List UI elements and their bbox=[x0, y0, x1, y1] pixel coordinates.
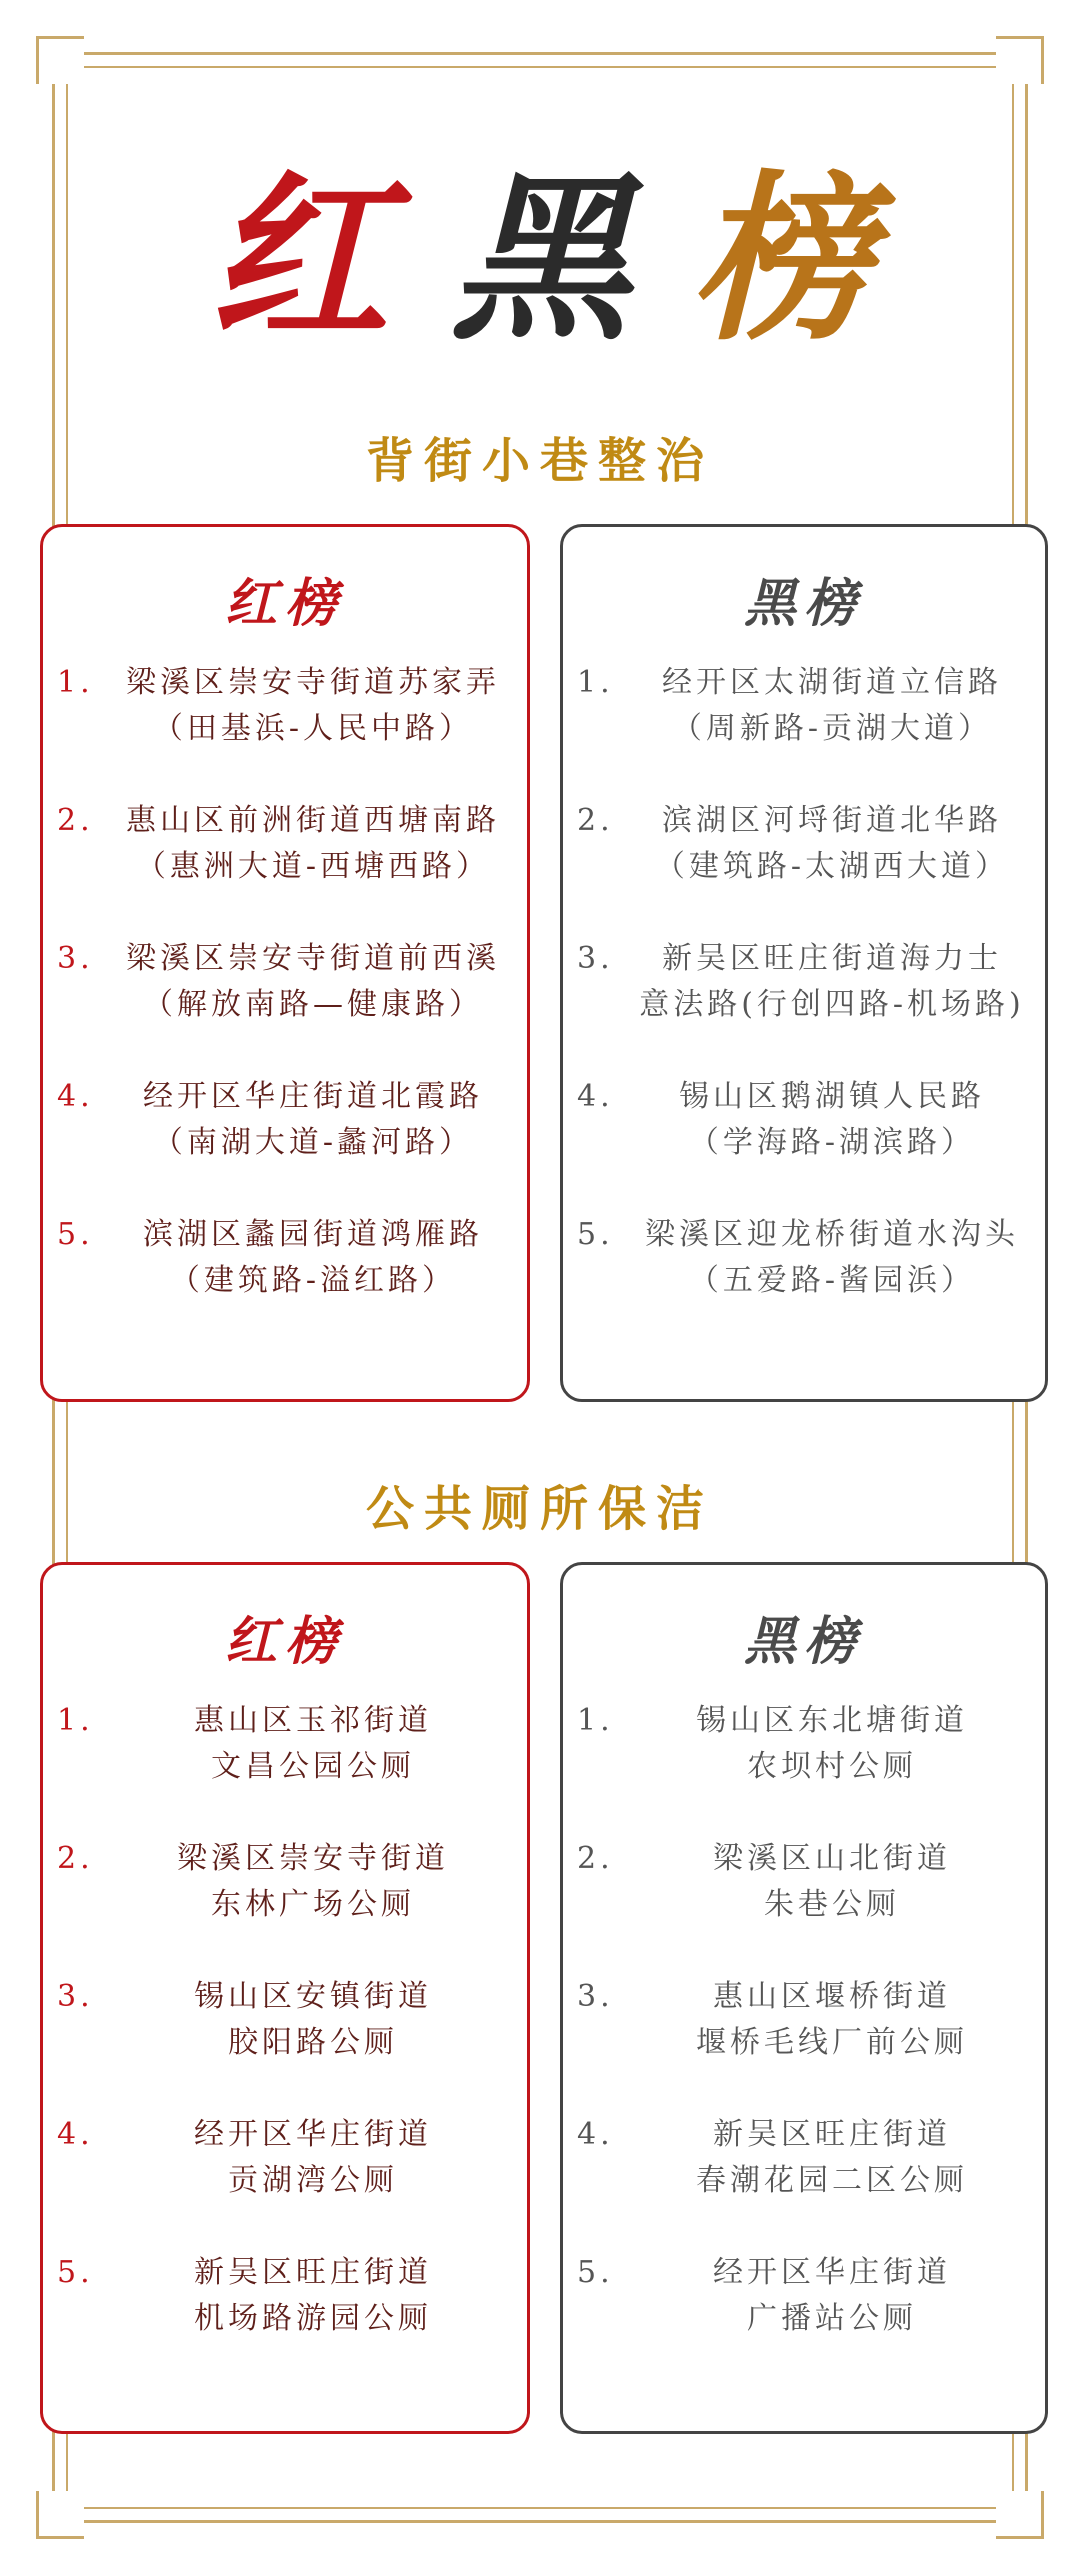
item-number: 1. bbox=[577, 665, 614, 700]
item-line1: 惠山区玉祁街道 bbox=[194, 1703, 432, 1738]
list-item bbox=[43, 2112, 527, 2250]
item-number: 3. bbox=[577, 941, 614, 976]
item-line2: 东林广场公厕 bbox=[211, 1887, 415, 1922]
item-line2: 文昌公园公厕 bbox=[211, 1749, 415, 1784]
item-number: 3. bbox=[577, 1979, 614, 2014]
item-line2: 堰桥毛线厂前公厕 bbox=[696, 2025, 968, 2060]
list-item bbox=[563, 1698, 1045, 1836]
item-number: 2. bbox=[57, 1841, 94, 1876]
item-number: 4. bbox=[577, 1079, 614, 1114]
item-number: 5. bbox=[577, 1217, 614, 1252]
item-number: 5. bbox=[57, 1217, 94, 1252]
list-item bbox=[563, 798, 1045, 936]
item-number: 5. bbox=[577, 2255, 614, 2290]
list-item bbox=[43, 1974, 527, 2112]
item-line1: 锡山区东北塘街道 bbox=[696, 1703, 968, 1738]
item-line2: （建筑路-太湖西大道） bbox=[654, 849, 1010, 884]
red-list-title: 红榜 bbox=[224, 1612, 345, 1672]
black-list-title: 黑榜 bbox=[743, 574, 864, 634]
item-line1: 经开区华庄街道 bbox=[194, 2117, 432, 2152]
item-line2: （学海路-湖滨路） bbox=[688, 1125, 976, 1160]
item-number: 5. bbox=[57, 2255, 94, 2290]
black-list-card bbox=[560, 524, 1048, 1402]
list-item bbox=[563, 1212, 1045, 1350]
corner-ornament bbox=[36, 2491, 84, 2539]
title-char-gold: 榜 bbox=[691, 154, 872, 365]
red-list-card bbox=[40, 1562, 530, 2434]
item-number: 3. bbox=[57, 1979, 94, 2014]
item-number: 1. bbox=[577, 1703, 614, 1738]
item-line2: 广播站公厕 bbox=[747, 2301, 917, 2336]
item-number: 4. bbox=[57, 1079, 94, 1114]
item-line1: 滨湖区蠡园街道鸿雁路 bbox=[143, 1217, 483, 1252]
list-item bbox=[563, 2112, 1045, 2250]
item-line2: （五爱路-酱园浜） bbox=[688, 1263, 976, 1298]
item-line2: （周新路-贡湖大道） bbox=[671, 711, 993, 746]
item-number: 2. bbox=[577, 1841, 614, 1876]
item-number: 2. bbox=[577, 803, 614, 838]
list-item bbox=[43, 936, 527, 1074]
item-line1: 经开区太湖街道立信路 bbox=[662, 665, 1002, 700]
item-line1: 惠山区堰桥街道 bbox=[713, 1979, 951, 2014]
item-line1: 锡山区安镇街道 bbox=[194, 1979, 432, 2014]
title-char-black: 黑 bbox=[449, 154, 630, 365]
list-item bbox=[563, 2250, 1045, 2388]
list-item bbox=[43, 660, 527, 798]
red-list-card bbox=[40, 524, 530, 1402]
list-item bbox=[563, 660, 1045, 798]
corner-ornament bbox=[36, 36, 84, 84]
item-number: 1. bbox=[57, 665, 94, 700]
title-char-red: 红 bbox=[208, 154, 389, 365]
section-heading-toilets: 公共厕所保洁 bbox=[365, 1481, 714, 1537]
item-line2: 朱巷公厕 bbox=[764, 1887, 900, 1922]
item-line1: 新吴区旺庄街道 bbox=[713, 2117, 951, 2152]
item-line1: 新吴区旺庄街道 bbox=[194, 2255, 432, 2290]
list-item bbox=[43, 1836, 527, 1974]
item-line1: 梁溪区迎龙桥街道水沟头 bbox=[645, 1217, 1019, 1252]
black-list-card bbox=[560, 1562, 1048, 2434]
list-item bbox=[563, 1074, 1045, 1212]
item-line1: 梁溪区崇安寺街道苏家弄 bbox=[126, 665, 500, 700]
page-title bbox=[0, 140, 1080, 380]
item-number: 3. bbox=[57, 941, 94, 976]
list-item bbox=[43, 2250, 527, 2388]
item-line1: 新吴区旺庄街道海力士 bbox=[662, 941, 1002, 976]
corner-ornament bbox=[996, 2491, 1044, 2539]
section-heading-alleys: 背街小巷整治 bbox=[365, 433, 714, 489]
list-item bbox=[43, 1212, 527, 1350]
item-line1: 梁溪区崇安寺街道 bbox=[177, 1841, 449, 1876]
corner-ornament bbox=[996, 36, 1044, 84]
item-line1: 经开区华庄街道北霞路 bbox=[143, 1079, 483, 1114]
item-line1: 锡山区鹅湖镇人民路 bbox=[679, 1079, 985, 1114]
red-list-title: 红榜 bbox=[224, 574, 345, 634]
item-line1: 梁溪区崇安寺街道前西溪 bbox=[126, 941, 500, 976]
item-line2: 贡湖湾公厕 bbox=[228, 2163, 398, 2198]
item-line2: （田基浜-人民中路） bbox=[152, 711, 474, 746]
list-item bbox=[563, 936, 1045, 1074]
list-item bbox=[43, 1074, 527, 1212]
item-number: 4. bbox=[577, 2117, 614, 2152]
list-item bbox=[43, 1698, 527, 1836]
item-line2: 意法路(行创四路-机场路) bbox=[639, 987, 1025, 1022]
item-number: 1. bbox=[57, 1703, 94, 1738]
list-item bbox=[563, 1974, 1045, 2112]
item-line1: 梁溪区山北街道 bbox=[713, 1841, 951, 1876]
item-line1: 惠山区前洲街道西塘南路 bbox=[126, 803, 500, 838]
list-item bbox=[563, 1836, 1045, 1974]
item-number: 2. bbox=[57, 803, 94, 838]
item-line2: 机场路游园公厕 bbox=[194, 2301, 432, 2336]
item-line1: 经开区华庄街道 bbox=[713, 2255, 951, 2290]
list-item bbox=[43, 798, 527, 936]
item-line1: 滨湖区河埒街道北华路 bbox=[662, 803, 1002, 838]
item-line2: （南湖大道-蠡河路） bbox=[152, 1125, 474, 1160]
item-line2: 胶阳路公厕 bbox=[228, 2025, 398, 2060]
black-list-title: 黑榜 bbox=[743, 1612, 864, 1672]
item-number: 4. bbox=[57, 2117, 94, 2152]
item-line2: （建筑路-溢红路） bbox=[169, 1263, 457, 1298]
item-line2: 春潮花园二区公厕 bbox=[696, 2163, 968, 2198]
item-line2: 农坝村公厕 bbox=[747, 1749, 917, 1784]
item-line2: （解放南路—健康路） bbox=[143, 987, 483, 1022]
item-line2: （惠洲大道-西塘西路） bbox=[135, 849, 491, 884]
